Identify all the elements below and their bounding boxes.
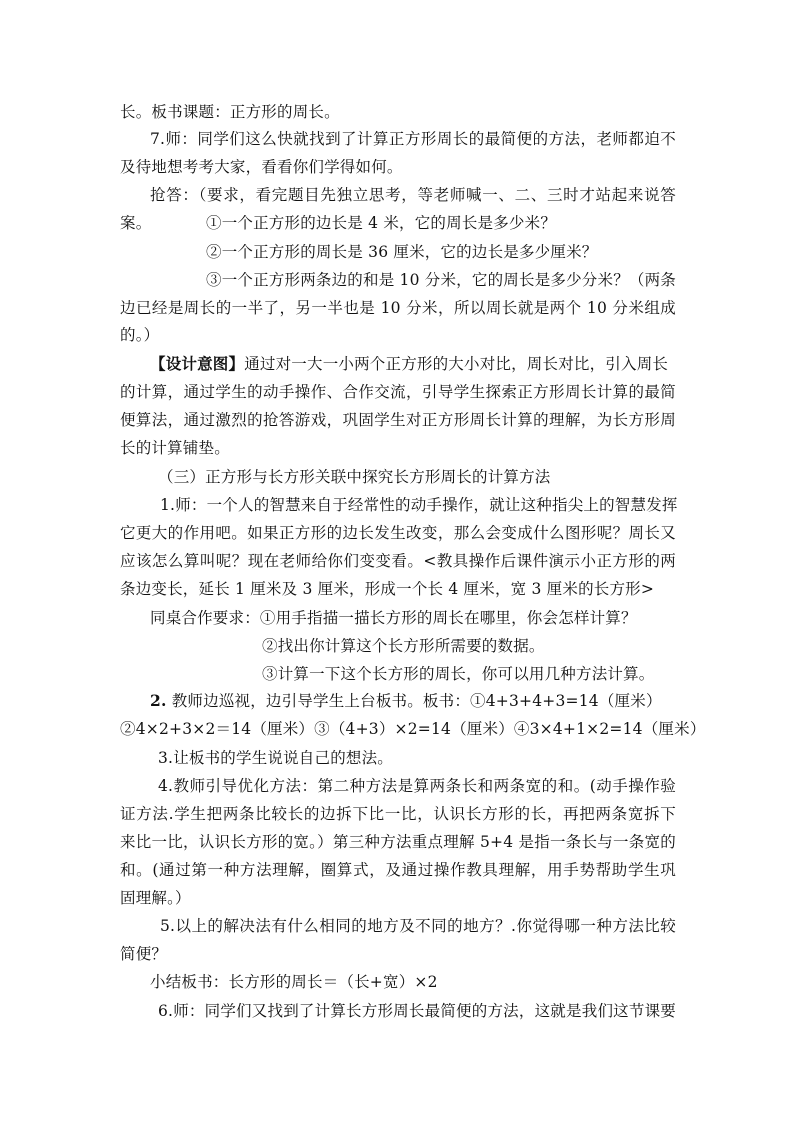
- section-heading: （三）正方形与长方形关联中探究长方形周长的计算方法: [158, 468, 551, 486]
- text-line: 1.师：一个人的智慧来自于经常性的动手操作，就让这种指尖上的智慧发挥: [160, 496, 678, 514]
- text-line: 长的计算铺垫。: [120, 439, 230, 457]
- text-line: 固理解。）: [120, 889, 191, 907]
- text-line: 它更大的作用吧。如果正方形的边长发生改变，那么会变成什么图形呢？周长又: [120, 524, 676, 542]
- formula-line: ②4×2+3×2＝14（厘米）③（4+3）×2=14（厘米）④3×4+1×2=14（厘米）: [120, 720, 706, 738]
- text-line: 3.让板书的学生说说自己的想法。: [158, 749, 393, 767]
- text-line: 简便？: [120, 945, 168, 963]
- text-line: 抢答：（要求，看完题目先独立思考，等老师喊一、二、三时才站起来说答: [150, 186, 676, 204]
- text-line: 的计算，通过学生的动手操作、合作交流，引导学生探索正方形周长计算的最简: [120, 383, 676, 401]
- design-intent-label: 【设计意图】: [150, 354, 245, 373]
- item-number: 2.: [150, 691, 167, 710]
- text-line: 边已经是周长的一半了，另一半也是 10 分米，所以周长就是两个 10 分米组成: [120, 299, 676, 317]
- text-line: 和。(通过第一种方法理解，圈算式，及通过操作教具理解，用手势帮助学生巩: [120, 861, 676, 879]
- summary-line: 小结板书：长方形的周长＝（长+宽）×2: [150, 973, 438, 991]
- text-line: 证方法.学生把两条比较长的边拆下比一比，认识长方形的长，再把两条宽拆下: [120, 805, 676, 823]
- text-line: 条边变长，延长 1 厘米及 3 厘米，形成一个长 4 厘米，宽 3 厘米的长方形>: [120, 580, 655, 598]
- design-intent-line: [150, 354, 668, 374]
- requirement-item: ②找出你计算这个长方形所需要的数据。: [262, 637, 545, 655]
- question-item: ③一个正方形两条边的和是 10 分米，它的周长是多少分米？（两条: [206, 271, 676, 289]
- text-line: 的。）: [120, 326, 160, 344]
- design-intent-text: 通过对一大一小两个正方形的大小对比，周长对比，引入周长: [244, 355, 669, 373]
- text-line: 案。: [120, 214, 152, 232]
- text-line: 5.以上的解决法有什么相同的地方及不同的地方？.你觉得哪一种方法比较: [160, 917, 676, 935]
- text-line: 7.师：同学们这么快就找到了计算正方形周长的最简便的方法，老师都迫不: [150, 130, 676, 148]
- question-item: ①一个正方形的边长是 4 米，它的周长是多少米？: [206, 214, 557, 232]
- text-line: 应该怎么算叫呢？现在老师给你们变变看。<教具操作后课件演示小正方形的两: [120, 552, 676, 570]
- text-line: 6.师：同学们又找到了计算长方形周长最简便的方法，这就是我们这节课要: [158, 1002, 676, 1020]
- requirement-item: ③计算一下这个长方形的周长，你可以用几种方法计算。: [262, 665, 655, 683]
- text-line: 4.教师引导优化方法：第二种方法是算两条长和两条宽的和。(动手操作验: [158, 777, 676, 795]
- text-line: 同桌合作要求：①用手指描一描长方形的周长在哪里，你会怎样计算？: [150, 609, 637, 627]
- text-line: 及待地想考考大家，看看你们学得如何。: [120, 158, 403, 176]
- item-text: 教师边巡视，边引导学生上台板书。板书：①4+3+4+3=14（厘米）: [171, 692, 662, 710]
- question-item: ②一个正方形的周长是 36 厘米，它的边长是多少厘米？: [206, 243, 598, 261]
- text-line: 来比一比，认识长方形的宽。）第三种方法重点理解 5+4 是指一条长与一条宽的: [120, 833, 676, 851]
- text-line: [150, 691, 662, 711]
- text-line: 长。板书课题：正方形的周长。: [120, 103, 340, 121]
- text-line: 便算法，通过激烈的抢答游戏，巩固学生对正方形周长计算的理解，为长方形周: [120, 411, 676, 429]
